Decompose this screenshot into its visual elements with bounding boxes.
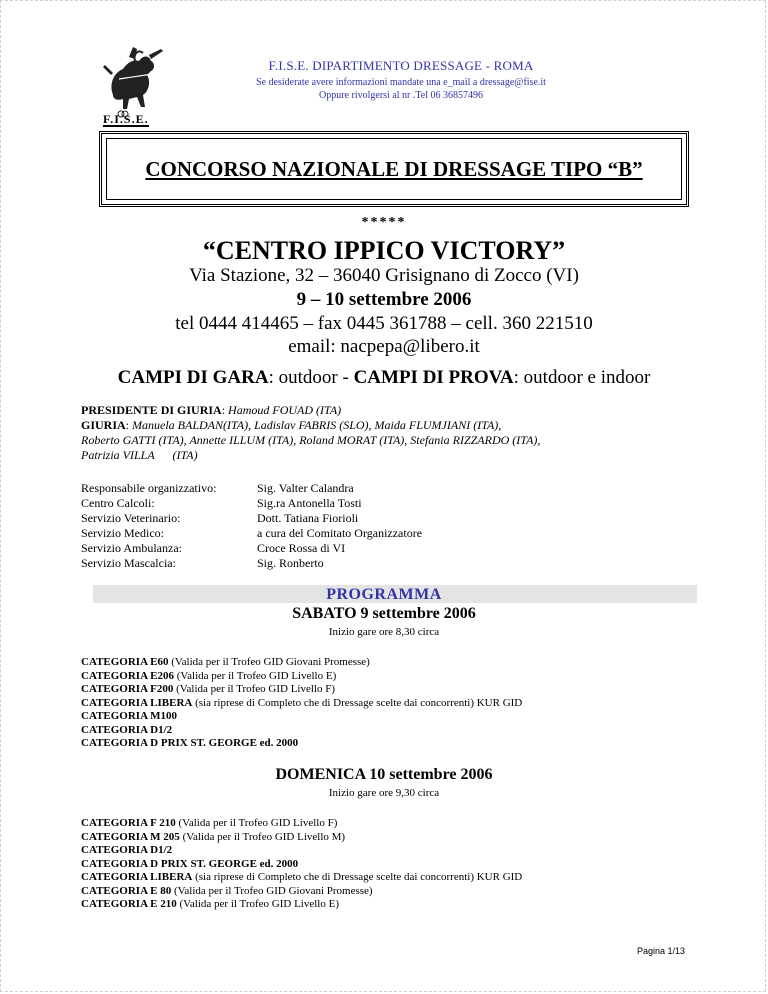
staff-row <box>81 556 422 571</box>
giuria-sep: : <box>125 418 133 432</box>
category-note: (Valida per il Trofeo GID Livello F) <box>175 817 338 829</box>
category-note: (sia riprese di Completo che di Dressage scelte dai concorrenti) KUR GID <box>192 696 523 709</box>
giuria-label: GIURIA <box>81 418 126 432</box>
category-note: (sia riprese di Completo che di Dressage scelte dai concorrenti) KUR GID <box>192 871 523 883</box>
campi-prova-value: : outdoor e indoor <box>513 367 651 388</box>
giuria-block <box>81 418 641 463</box>
campi-prova-label: CAMPI DI PROVA <box>353 367 514 388</box>
category-note: (Valida per il Trofeo GID Livello E) <box>174 669 337 682</box>
giuria-line-1: Manuela BALDAN(ITA), Ladislav FABRIS (SLO), Maida FLUMJIANI (ITA), <box>132 418 502 432</box>
category-name: CATEGORIA M 205 <box>81 830 180 843</box>
list-item <box>81 871 522 885</box>
presidente-value: Hamoud FOUAD (ITA) <box>228 403 342 417</box>
category-name: CATEGORIA D PRIX ST. GEORGE ed. 2000 <box>81 737 299 749</box>
category-name: CATEGORIA LIBERA <box>81 696 193 709</box>
venue-email: email: nacpepa@libero.it <box>288 336 480 357</box>
staff-value: a cura del Comitato Organizzatore <box>257 526 423 540</box>
list-item <box>81 831 522 845</box>
campi-gara-label: CAMPI DI GARA <box>117 367 269 388</box>
info-text: Se desiderate avere informazioni mandate una e_mail a <box>256 77 480 88</box>
staff-row <box>81 511 422 526</box>
title-box <box>99 131 689 207</box>
list-item <box>81 710 522 724</box>
list-item <box>81 898 522 912</box>
sabato-heading: SABATO 9 settembre 2006 <box>292 605 476 622</box>
staff-value: Dott. Tatiana Fiorioli <box>257 511 359 525</box>
title-box-inner <box>106 138 682 200</box>
category-name: CATEGORIA E 210 <box>81 898 177 910</box>
venue-address: Via Stazione, 32 – 36040 Grisignano di Zocco (VI) <box>189 265 579 286</box>
staff-list <box>81 481 422 571</box>
category-name: CATEGORIA D1/2 <box>81 723 173 736</box>
category-note: (Valida per il Trofeo GID Giovani Promesse) <box>168 656 370 668</box>
info-email-link[interactable]: dressage@fise.it <box>479 77 546 88</box>
staff-label: Responsabile organizzativo: <box>81 481 217 495</box>
stars-divider: ***** <box>361 215 407 230</box>
logo-text: F.I.S.E. <box>103 112 149 126</box>
category-note: (Valida per il Trofeo GID Giovani Promesse) <box>171 884 373 897</box>
staff-row <box>81 526 422 541</box>
category-name: CATEGORIA E206 <box>81 669 175 682</box>
page-title: CONCORSO NAZIONALE DI DRESSAGE TIPO “B” <box>145 156 643 181</box>
category-name: CATEGORIA F 210 <box>81 817 176 829</box>
campi-line <box>1 367 767 389</box>
staff-row <box>81 481 422 496</box>
category-name: CATEGORIA D1/2 <box>81 844 173 856</box>
staff-value: Sig. Ronberto <box>257 556 324 570</box>
page-number: Pagina 1/13 <box>636 946 685 956</box>
category-name: CATEGORIA D PRIX ST. GEORGE ed. 2000 <box>81 857 299 870</box>
category-note: (Valida per il Trofeo GID Livello M) <box>179 830 346 843</box>
event-dates: 9 – 10 settembre 2006 <box>296 289 472 310</box>
sabato-start: Inizio gare ore 8,30 circa <box>328 626 440 638</box>
domenica-heading: DOMENICA 10 settembre 2006 <box>275 766 493 783</box>
category-name: CATEGORIA E 80 <box>81 884 172 897</box>
staff-label: Servizio Veterinario: <box>81 511 181 525</box>
list-item <box>81 656 522 670</box>
venue-name: “CENTRO IPPICO VICTORY” <box>202 236 566 265</box>
domenica-start: Inizio gare ore 9,30 circa <box>328 787 440 799</box>
list-item <box>81 724 522 738</box>
sabato-categories <box>81 656 522 751</box>
staff-label: Servizio Mascalcia: <box>81 556 176 570</box>
venue-phones: tel 0444 414465 – fax 0445 361788 – cell. 360 221510 <box>175 313 593 334</box>
staff-value: Croce Rossa di VI <box>257 541 346 555</box>
list-item <box>81 817 522 831</box>
giuria-line-2: Roberto GATTI (ITA), Annette ILLUM (ITA), Roland MORAT (ITA), Stefania RIZZARDO (ITA), <box>81 433 541 447</box>
category-note: (Valida per il Trofeo GID Livello E) <box>176 898 339 910</box>
list-item <box>81 670 522 684</box>
info-line <box>181 77 621 88</box>
staff-row <box>81 541 422 556</box>
presidente-label: PRESIDENTE DI GIURIA <box>81 403 222 417</box>
staff-label: Servizio Medico: <box>81 526 164 540</box>
info-phone-line: Oppure rivolgersi al nr .Tel 06 36857496 <box>319 90 483 101</box>
fise-logo <box>99 45 171 129</box>
presidente-line <box>81 403 341 418</box>
programma-heading: PROGRAMMA <box>326 586 442 603</box>
campi-gara-value: : outdoor - <box>268 367 354 388</box>
giuria-line-3: Patrizia VILLA (ITA) <box>81 448 198 462</box>
list-item <box>81 858 522 872</box>
list-item <box>81 844 522 858</box>
list-item <box>81 683 522 697</box>
staff-value: Sig.ra Antonella Tosti <box>257 496 362 510</box>
staff-label: Servizio Ambulanza: <box>81 541 182 555</box>
list-item <box>81 737 522 751</box>
staff-label: Centro Calcoli: <box>81 496 155 510</box>
presidente-sep: : <box>221 403 229 417</box>
staff-value: Sig. Valter Calandra <box>257 481 354 495</box>
category-name: CATEGORIA M100 <box>81 710 178 722</box>
category-name: CATEGORIA LIBERA <box>81 871 193 883</box>
list-item <box>81 885 522 899</box>
staff-row <box>81 496 422 511</box>
domenica-categories <box>81 817 522 912</box>
list-item <box>81 697 522 711</box>
org-line: F.I.S.E. DIPARTIMENTO DRESSAGE - ROMA <box>268 58 534 73</box>
category-name: CATEGORIA F200 <box>81 683 174 695</box>
category-name: CATEGORIA E60 <box>81 656 169 668</box>
category-note: (Valida per il Trofeo GID Livello F) <box>173 683 336 695</box>
